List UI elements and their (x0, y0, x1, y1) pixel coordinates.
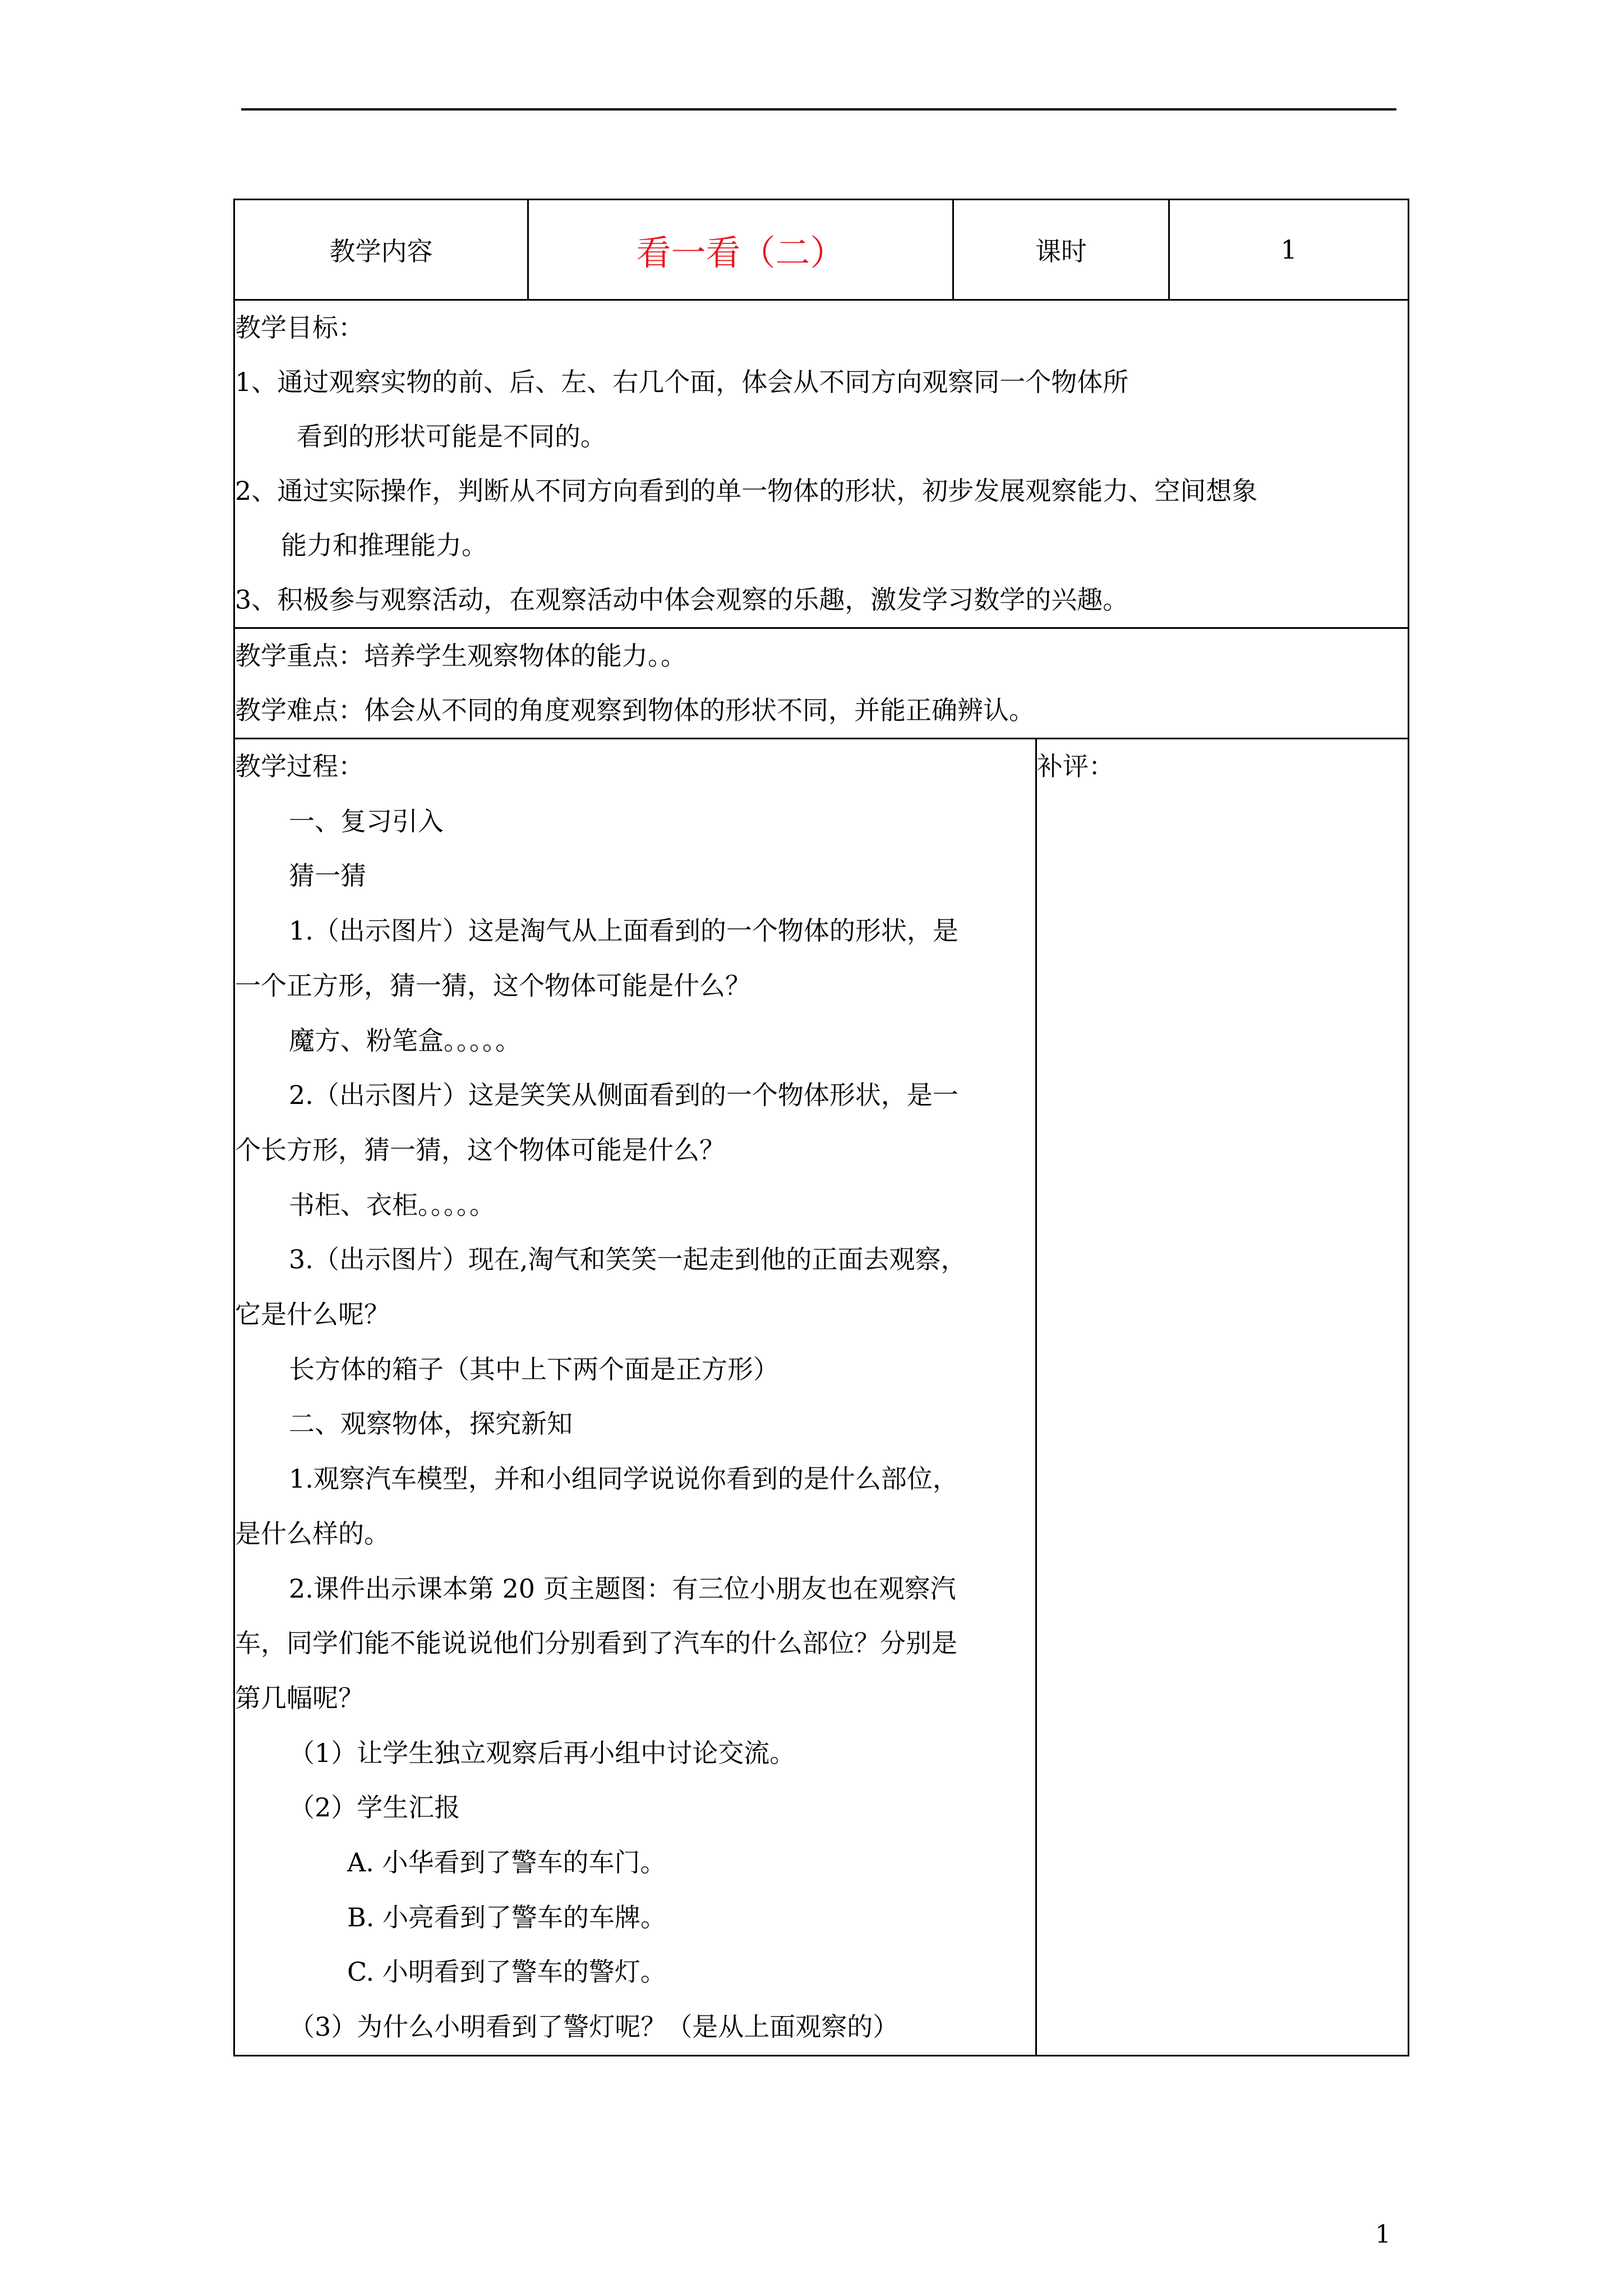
process-line: 一、复习引入 (289, 806, 444, 836)
focus-row (234, 628, 1409, 739)
process-line: 个长方形，猜一猜，这个物体可能是什么？ (235, 1134, 725, 1165)
process-line: 3.（出示图片）现在,淘气和笑笑一起走到他的正面去观察， (289, 1244, 967, 1275)
lesson-plan-table (233, 199, 1409, 2056)
objectives-row (234, 300, 1409, 628)
objectives-heading: 教学目标： (235, 312, 364, 343)
process-row (234, 739, 1409, 2056)
difficulty: 教学难点：体会从不同的角度观察到物体的形状不同，并能正确辨认。 (235, 695, 1035, 725)
process-line: 它是什么呢？ (235, 1299, 390, 1330)
process-line: 2.课件出示课本第 20 页主题图：有三位小朋友也在观察汽 (289, 1573, 956, 1604)
process-line: 书柜、衣柜。。。。。 (289, 1189, 495, 1220)
remarks-cell (1036, 739, 1409, 2056)
focus-cell (234, 628, 1409, 739)
period-label: 课时 (1035, 236, 1087, 266)
lesson-title: 看一看（二） (636, 232, 845, 273)
title-cell (528, 200, 953, 300)
page-number: 1 (1375, 2220, 1391, 2249)
content-label: 教学内容 (329, 236, 433, 266)
process-heading: 教学过程： (235, 751, 364, 781)
process-line: 1.（出示图片）这是淘气从上面看到的一个物体的形状，是 (289, 915, 958, 946)
objective-3: 3、积极参与观察活动，在观察活动中体会观察的乐趣，激发学习数学的兴趣。 (235, 585, 1129, 615)
process-line: C. 小明看到了警车的警灯。 (347, 1957, 666, 1987)
process-line: 2.（出示图片）这是笑笑从侧面看到的一个物体形状，是一 (289, 1080, 958, 1111)
process-line: （2）学生汇报 (289, 1792, 460, 1823)
remarks-heading: 补评： (1037, 751, 1114, 781)
process-line: 车，同学们能不能说说他们分别看到了汽车的什么部位？分别是 (235, 1628, 957, 1659)
header-rule (241, 108, 1396, 111)
process-line: 1.观察汽车模型，并和小组同学说说你看到的是什么部位， (289, 1464, 958, 1494)
period-value-cell (1169, 200, 1409, 300)
process-line: 魔方、粉笔盒。。。。。 (289, 1025, 521, 1056)
objective-1: 1、通过观察实物的前、后、左、右几个面，体会从不同方向观察同一个物体所 (235, 367, 1129, 397)
objective-1-cont: 看到的形状可能是不同的。 (297, 421, 606, 452)
key-point: 教学重点：培养学生观察物体的能力。。 (235, 641, 686, 671)
objectives-cell (234, 300, 1409, 628)
period-value: 1 (1280, 234, 1297, 265)
process-line: 二、观察物体，探究新知 (289, 1409, 573, 1439)
process-line: 猜一猜 (289, 861, 366, 891)
process-line: B. 小亮看到了警车的车牌。 (347, 1902, 667, 1932)
objective-2-cont: 能力和推理能力。 (281, 530, 487, 560)
content-label-cell (234, 200, 528, 300)
process-line: 长方体的箱子（其中上下两个面是正方形） (289, 1354, 779, 1384)
process-line: 是什么样的。 (235, 1518, 390, 1549)
objective-2: 2、通过实际操作，判断从不同方向看到的单一物体的形状，初步发展观察能力、空间想象 (235, 476, 1258, 506)
process-line: （1）让学生独立观察后再小组中讨论交流。 (289, 1737, 796, 1768)
period-label-cell (953, 200, 1169, 300)
header-row (234, 200, 1409, 300)
process-cell (234, 739, 1036, 2056)
process-line: 第几幅呢？ (235, 1682, 364, 1713)
process-line: A. 小华看到了警车的车门。 (347, 1847, 666, 1878)
process-line: 一个正方形，猜一猜，这个物体可能是什么？ (235, 970, 751, 1001)
process-line: （3）为什么小明看到了警灯呢？（是从上面观察的） (289, 2012, 899, 2042)
